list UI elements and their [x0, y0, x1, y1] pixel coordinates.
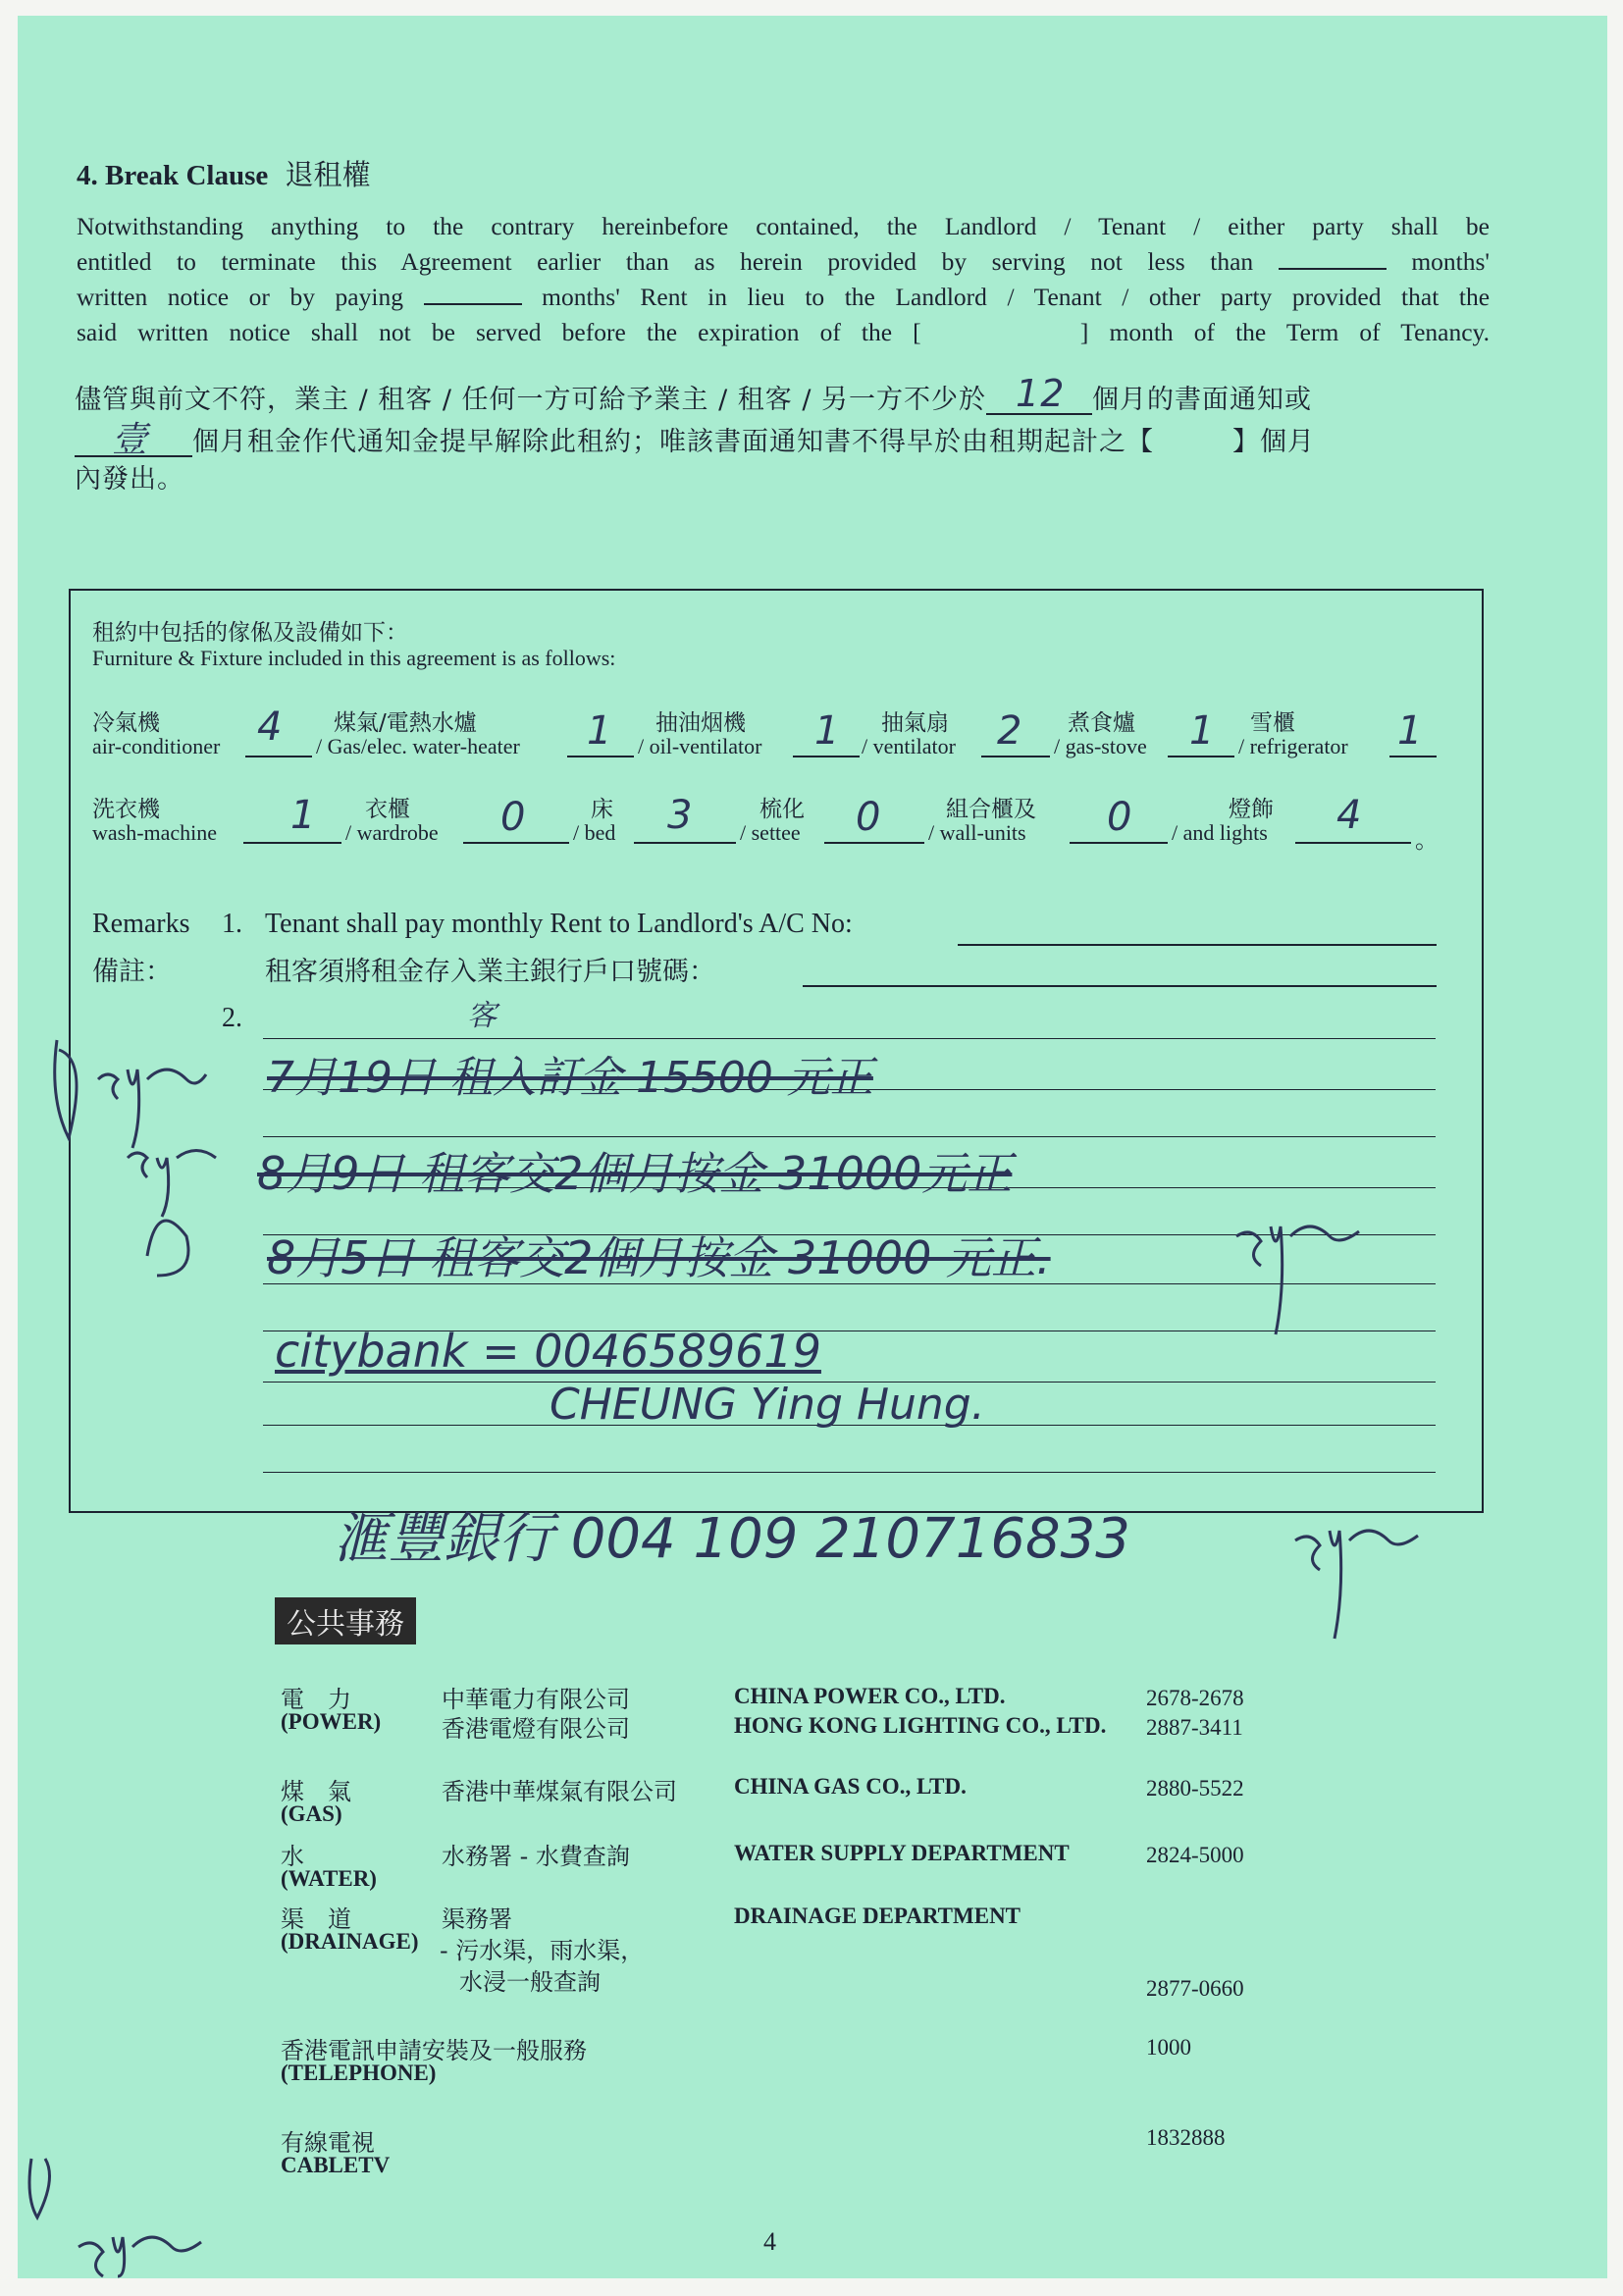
gas-phone: 2880-5522: [1146, 1776, 1244, 1800]
lights-qty: 4: [1336, 793, 1362, 838]
power-company-1-en: CHINA POWER CO., LTD.: [734, 1684, 1006, 1708]
power-label-en: (POWER): [281, 1709, 382, 1734]
drainage-phone: 2877-0660: [1146, 1976, 1244, 2001]
wash-machine-qty: 1: [290, 793, 316, 838]
remarks-label-zh: 備註：: [92, 957, 172, 987]
water-heater-qty: 1: [587, 708, 612, 754]
telephone-phone: 1000: [1146, 2035, 1191, 2060]
rent-months-blank[interactable]: [424, 286, 522, 305]
water-heater-field[interactable]: [567, 756, 634, 757]
ventilator-qty: 2: [997, 708, 1022, 754]
refrigerator-qty: 1: [1397, 708, 1423, 754]
rent-months-field[interactable]: 壹: [75, 430, 192, 457]
page-number: 4: [763, 2227, 776, 2256]
ventilator-field[interactable]: [981, 756, 1050, 757]
water-company-en: WATER SUPPLY DEPARTMENT: [734, 1841, 1070, 1865]
clause-zh-line-3: 內發出。: [75, 464, 184, 495]
gas-stove-qty: 1: [1189, 708, 1215, 754]
refrigerator-field[interactable]: [1389, 756, 1437, 757]
account-no-field-zh[interactable]: [803, 985, 1437, 987]
water-heater-label: 煤氣/電熱水爐 / Gas/elec. water-heater: [316, 710, 520, 758]
water-phone: 2824-5000: [1146, 1843, 1244, 1867]
gas-label-en: (GAS): [281, 1801, 342, 1826]
telephone-label-en: (TELEPHONE): [281, 2061, 437, 2085]
settee-label: 梳化 / settee: [740, 797, 805, 845]
clause-zh-line-2: 壹 個月租金作代通知金提早解除此租約；唯該書面通知書不得早於由租期起計之【 】個月: [75, 420, 1315, 458]
clause-zh-line-1: 儘管與前文不符，業主 / 租客 / 任何一方可給予業主 / 租客 / 另一方不少於 12 個月的書面通知或: [75, 371, 1313, 415]
remark-2-number: 2.: [222, 1003, 242, 1033]
section-heading-en: 4. Break Clause: [77, 160, 269, 191]
water-label-zh: 水: [281, 1843, 304, 1870]
oil-ventilator-qty: 1: [814, 708, 840, 754]
wall-units-qty: 0: [1107, 795, 1132, 840]
remark-line: [263, 1472, 1436, 1473]
section-heading: [77, 153, 371, 193]
handwritten-note-1: 7月19日 租入訂金 15500 元正: [267, 1053, 873, 1103]
wall-units-label: 組合櫃及 / wall-units: [928, 797, 1036, 845]
initials-mark: [29, 1020, 226, 1315]
refrigerator-label: 雪櫃 / refrigerator: [1238, 710, 1348, 758]
gas-company-zh: 香港中華煤氣有限公司: [442, 1778, 677, 1805]
handwritten-second-account: 滙豐銀行 004 109 210716833: [334, 1507, 1130, 1571]
wash-machine-field[interactable]: [243, 842, 341, 844]
clause-line-3: written notice or by paying months' Rent in lieu to the Landlord / Tenant / other party provided that the: [77, 283, 1491, 311]
power-company-1-zh: 中華電力有限公司: [442, 1686, 630, 1713]
furniture-heading-zh: 租約中包括的傢俬及設備如下：: [92, 620, 408, 646]
power-phone-1: 2678-2678: [1146, 1686, 1244, 1710]
remark-line: [263, 1136, 1436, 1137]
power-label-zh: 電 力: [281, 1686, 351, 1713]
aircon-qty: 4: [257, 704, 283, 750]
initials-mark: [1285, 1511, 1442, 1658]
furniture-heading-en: Furniture & Fixture included in this agreement is as follows:: [92, 646, 616, 670]
settee-field[interactable]: [824, 842, 924, 844]
oil-ventilator-field[interactable]: [793, 756, 860, 757]
oil-ventilator-label: 抽油烟機 / oil-ventilator: [638, 710, 762, 758]
drainage-sub-2-zh: 水浸一般查詢: [459, 1968, 601, 1996]
power-phone-2: 2887-3411: [1146, 1715, 1243, 1740]
remark-1-text: Tenant shall pay monthly Rent to Landlord's A/C No:: [265, 909, 853, 939]
wardrobe-qty: 0: [500, 795, 526, 840]
drainage-label-en: (DRAINAGE): [281, 1929, 419, 1954]
remark-line: [263, 1038, 1436, 1039]
gas-label-zh: 煤 氣: [281, 1778, 351, 1805]
lights-label: 燈飾 / and lights: [1172, 797, 1274, 845]
handwritten-note-2: 8月9日 租客交2個月按金 31000元正: [257, 1147, 1013, 1200]
initials-mark: [1227, 1217, 1423, 1374]
drainage-label-zh: 渠 道: [281, 1905, 351, 1933]
power-company-2-en: HONG KONG LIGHTING CO., LTD.: [734, 1713, 1107, 1738]
water-company-zh: 水務署 - 水費查詢: [442, 1843, 630, 1870]
notice-months-blank[interactable]: [1279, 250, 1387, 270]
cabletv-label-zh: 有線電視: [281, 2129, 375, 2157]
bed-field[interactable]: [634, 842, 736, 844]
lights-field[interactable]: [1295, 842, 1411, 844]
account-no-field[interactable]: [958, 944, 1437, 946]
wardrobe-label: 衣櫃 / wardrobe: [345, 797, 439, 845]
lights-period: 。: [1415, 828, 1439, 854]
bed-label: 床 / bed: [573, 797, 616, 845]
ventilator-label: 抽氣扇 / ventilator: [862, 710, 956, 758]
clause-line-4: said written notice shall not be served before the expiration of the [ ] month of the Term of Tenancy.: [77, 318, 1491, 346]
gas-stove-label: 煮食爐 / gas-stove: [1054, 710, 1147, 758]
handwritten-account-name: CHEUNG Ying Hung.: [550, 1380, 985, 1430]
public-services-title: 公共事務: [275, 1597, 416, 1644]
clause-line-2: entitled to terminate this Agreement earlier than as herein provided by serving not less than months': [77, 247, 1491, 276]
handwritten-note-3: 8月5日 租客交2個月按金 31000 元正.: [267, 1231, 1051, 1284]
section-heading-zh: 退租權: [285, 158, 371, 191]
clause-line-1: Notwithstanding anything to the contrary hereinbefore contained, the Landlord / Tenant / either party shall be: [77, 212, 1490, 240]
aircon-field[interactable]: [245, 756, 312, 757]
wardrobe-field[interactable]: [463, 842, 569, 844]
water-label-en: (WATER): [281, 1866, 377, 1891]
aircon-label: 冷氣機 air-conditioner: [92, 710, 221, 758]
handwritten-bank-account: citybank = 0046589619: [275, 1325, 821, 1378]
bed-qty: 3: [667, 793, 693, 838]
settee-qty: 0: [856, 795, 881, 840]
notice-months-field[interactable]: 12: [986, 388, 1092, 415]
drainage-company-en: DRAINAGE DEPARTMENT: [734, 1904, 1021, 1928]
wall-units-field[interactable]: [1070, 842, 1168, 844]
remarks-label: Remarks: [92, 909, 190, 939]
wash-machine-label: 洗衣機 wash-machine: [92, 797, 218, 845]
cabletv-label-en: CABLETV: [281, 2153, 391, 2177]
gas-stove-field[interactable]: [1168, 756, 1234, 757]
telephone-label-zh: 香港電訊申請安裝及一般服務: [281, 2037, 587, 2064]
drainage-company-zh: 渠務署: [442, 1905, 512, 1933]
handwritten-insert: 客: [467, 999, 497, 1033]
drainage-sub-1-zh: - 污水渠，雨水渠，: [440, 1937, 645, 1964]
cabletv-phone: 1832888: [1146, 2125, 1226, 2150]
gas-company-en: CHINA GAS CO., LTD.: [734, 1774, 967, 1799]
remark-1-text-zh: 租客須將租金存入業主銀行戶口號碼：: [265, 957, 715, 987]
initials-mark: [20, 2139, 216, 2286]
power-company-2-zh: 香港電燈有限公司: [442, 1715, 630, 1743]
remark-1-number: 1.: [222, 909, 242, 939]
